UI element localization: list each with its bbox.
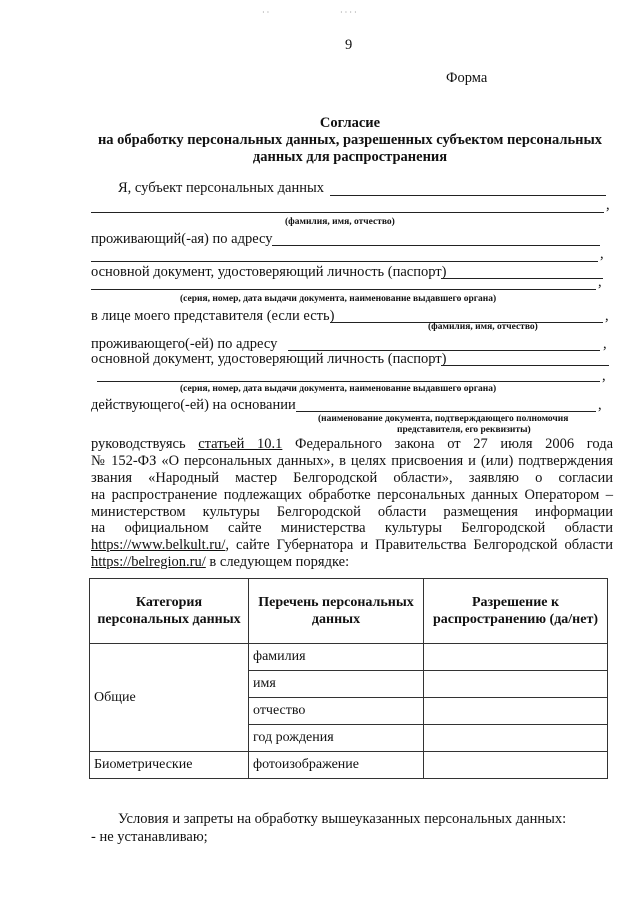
body-line-6: на официальном сайте министерства культуры Белгородской области bbox=[91, 520, 613, 536]
comma: , bbox=[602, 368, 606, 384]
body-line-3: звания «Народный мастер Белгородской области», заявляю о согласии bbox=[91, 470, 613, 486]
table-row bbox=[90, 644, 608, 671]
item-cell: фотоизображение bbox=[249, 752, 424, 779]
basis-caption-2: представителя, его реквизиты) bbox=[397, 425, 531, 435]
body-line-8: https://belregion.ru/ в следующем порядке: bbox=[91, 554, 350, 570]
rep-fio-caption: (фамилия, имя, отчество) bbox=[428, 322, 538, 332]
comma: , bbox=[598, 397, 602, 413]
scan-speck: · · bbox=[262, 8, 270, 17]
basis-caption-1: (наименование документа, подтверждающего полномочия bbox=[318, 414, 569, 424]
residing-line-2[interactable] bbox=[91, 261, 598, 262]
header-permission: Разрешение к распространению (да/нет) bbox=[424, 579, 608, 644]
rep-id-doc-line-2[interactable] bbox=[97, 381, 600, 382]
subject-fio-line[interactable] bbox=[330, 195, 606, 196]
id-doc-label: основной документ, удостоверяющий личность (паспорт) bbox=[91, 264, 447, 280]
id-doc-line-2[interactable] bbox=[91, 289, 596, 290]
belkult-link[interactable]: https://www.belkult.ru/ bbox=[91, 537, 226, 553]
subject-fio-line-2[interactable] bbox=[91, 212, 604, 213]
item-cell: имя bbox=[249, 671, 424, 698]
body-line-7: https://www.belkult.ru/, сайте Губернатора и Правительства Белгородской области bbox=[91, 537, 613, 553]
table-header-row bbox=[90, 579, 608, 644]
rep-id-doc-label: основной документ, удостоверяющий личность (паспорт) bbox=[91, 351, 447, 367]
comma: , bbox=[606, 197, 610, 213]
title-line-1: Согласие bbox=[319, 115, 381, 131]
consent-table bbox=[89, 578, 608, 779]
permission-cell[interactable] bbox=[424, 644, 608, 671]
category-cell: Биометрические bbox=[90, 752, 249, 779]
rep-id-doc-line[interactable] bbox=[441, 365, 609, 366]
basis-label: действующего(-ей) на основании bbox=[91, 397, 296, 413]
body-line-2: № 152-ФЗ «О персональных данных», в целях присвоения и (или) подтверждения bbox=[91, 453, 613, 469]
permission-cell[interactable] bbox=[424, 698, 608, 725]
title-line-2: на обработку персональных данных, разрешенных субъектом персональных bbox=[97, 132, 603, 148]
conditions-label: Условия и запреты на обработку вышеуказанных персональных данных: bbox=[118, 811, 567, 827]
doc-caption: (серия, номер, дата выдачи документа, наименование выдавшего органа) bbox=[180, 294, 497, 304]
category-cell: Общие bbox=[90, 644, 249, 752]
item-cell: фамилия bbox=[249, 644, 424, 671]
residing-label: проживающий(-ая) по адресу bbox=[91, 231, 273, 247]
table-row bbox=[90, 752, 608, 779]
fio-caption: (фамилия, имя, отчество) bbox=[285, 217, 395, 227]
rep-residing-label: проживающего(-ей) по адресу bbox=[91, 336, 278, 352]
permission-cell[interactable] bbox=[424, 725, 608, 752]
comma: , bbox=[600, 246, 604, 262]
body-line-5: министерством культуры Белгородской области размещения информации bbox=[91, 504, 613, 520]
permission-cell[interactable] bbox=[424, 671, 608, 698]
header-category: Категория персональных данных bbox=[90, 579, 249, 644]
page-number: 9 bbox=[345, 37, 353, 53]
id-doc-line[interactable] bbox=[441, 278, 603, 279]
header-list: Перечень персональных данных bbox=[249, 579, 424, 644]
comma: , bbox=[605, 308, 609, 324]
body-line-4: на распространение подлежащих обработке персональных данных Оператором – bbox=[91, 487, 613, 503]
belregion-link[interactable]: https://belregion.ru/ bbox=[91, 554, 206, 570]
rep-doc-caption: (серия, номер, дата выдачи документа, наименование выдавшего органа) bbox=[180, 384, 497, 394]
subject-label: Я, субъект персональных данных bbox=[118, 180, 324, 196]
comma: , bbox=[603, 336, 607, 352]
conditions-value: - не устанавливаю; bbox=[91, 829, 208, 845]
body-line-1: руководствуясь статьей 10.1 Федерального закона от 27 июля 2006 года bbox=[91, 436, 614, 452]
basis-line[interactable] bbox=[296, 411, 596, 412]
representative-label: в лице моего представителя (если есть) bbox=[91, 308, 335, 324]
item-cell: отчество bbox=[249, 698, 424, 725]
item-cell: год рождения bbox=[249, 725, 424, 752]
permission-cell[interactable] bbox=[424, 752, 608, 779]
comma: , bbox=[598, 274, 602, 290]
residing-line[interactable] bbox=[272, 245, 600, 246]
law-article-link[interactable]: статьей 10.1 bbox=[198, 436, 283, 452]
form-label: Форма bbox=[446, 70, 488, 86]
scan-speck: · · · · bbox=[340, 8, 357, 17]
title-line-3: данных для распространения bbox=[252, 149, 448, 165]
